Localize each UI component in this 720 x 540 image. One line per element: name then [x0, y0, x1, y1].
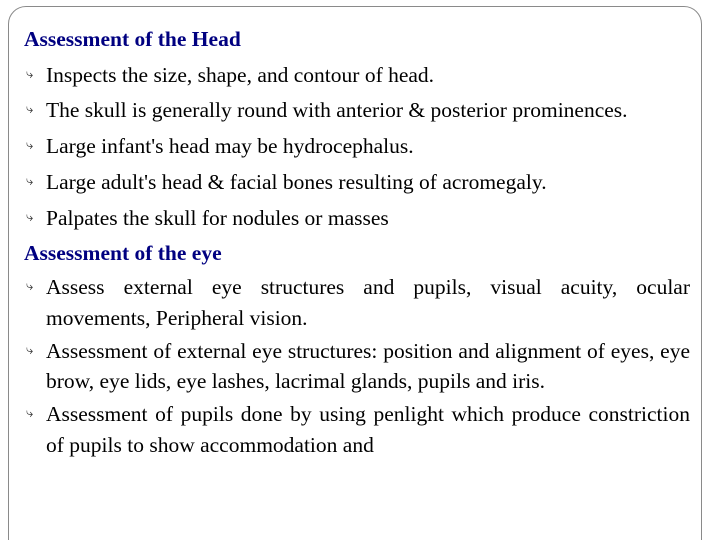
bullet-palpates-skull — [24, 200, 690, 236]
bullet-eye-structures — [24, 336, 690, 397]
section-heading-head: Assessment of the Head — [24, 27, 241, 51]
bullet-text: Assessment of pupils done by using penlight which produce constriction of pupils to show accommodation and — [46, 402, 690, 457]
bullet-icon: ⤷ — [26, 173, 34, 189]
bullet-text: Assess external eye structures and pupils, visual acuity, ocular movements, Peripheral vision. — [46, 275, 690, 330]
section-heading-eye: Assessment of the eye — [24, 240, 222, 265]
bullet-adult-head — [24, 164, 690, 200]
bullet-icon: ⤷ — [26, 209, 34, 225]
bullet-infant-head — [24, 128, 690, 164]
bullet-pupils-penlight — [24, 399, 690, 460]
bullet-skull-round — [24, 95, 690, 125]
bullet-icon: ⤷ — [26, 279, 34, 295]
bullet-icon: ⤷ — [26, 137, 34, 153]
bullet-text: Large infant's head may be hydrocephalus. — [46, 133, 414, 158]
bullet-text: Assessment of external eye structures: position and alignment of eyes, eye brow, eye lids, eye lashes, lacrimal glands, pupils and iris. — [46, 338, 690, 394]
bullet-icon: ⤷ — [26, 101, 34, 117]
bullet-external-eye — [24, 272, 690, 333]
bullet-text: Large adult's head & facial bones resulting of acromegaly. — [46, 169, 547, 194]
bullet-icon: ⤷ — [26, 406, 34, 422]
bullet-head-size-shape — [24, 57, 690, 93]
bullet-icon: ⤷ — [26, 342, 34, 358]
bullet-text: The skull is generally round with anterior & posterior prominences. — [46, 97, 628, 122]
bullet-text: Inspects the size, shape, and contour of head. — [46, 62, 435, 87]
bullet-text: Palpates the skull for nodules or masses — [46, 205, 389, 230]
bullet-icon: ⤷ — [26, 66, 34, 82]
slide-content — [24, 22, 690, 463]
